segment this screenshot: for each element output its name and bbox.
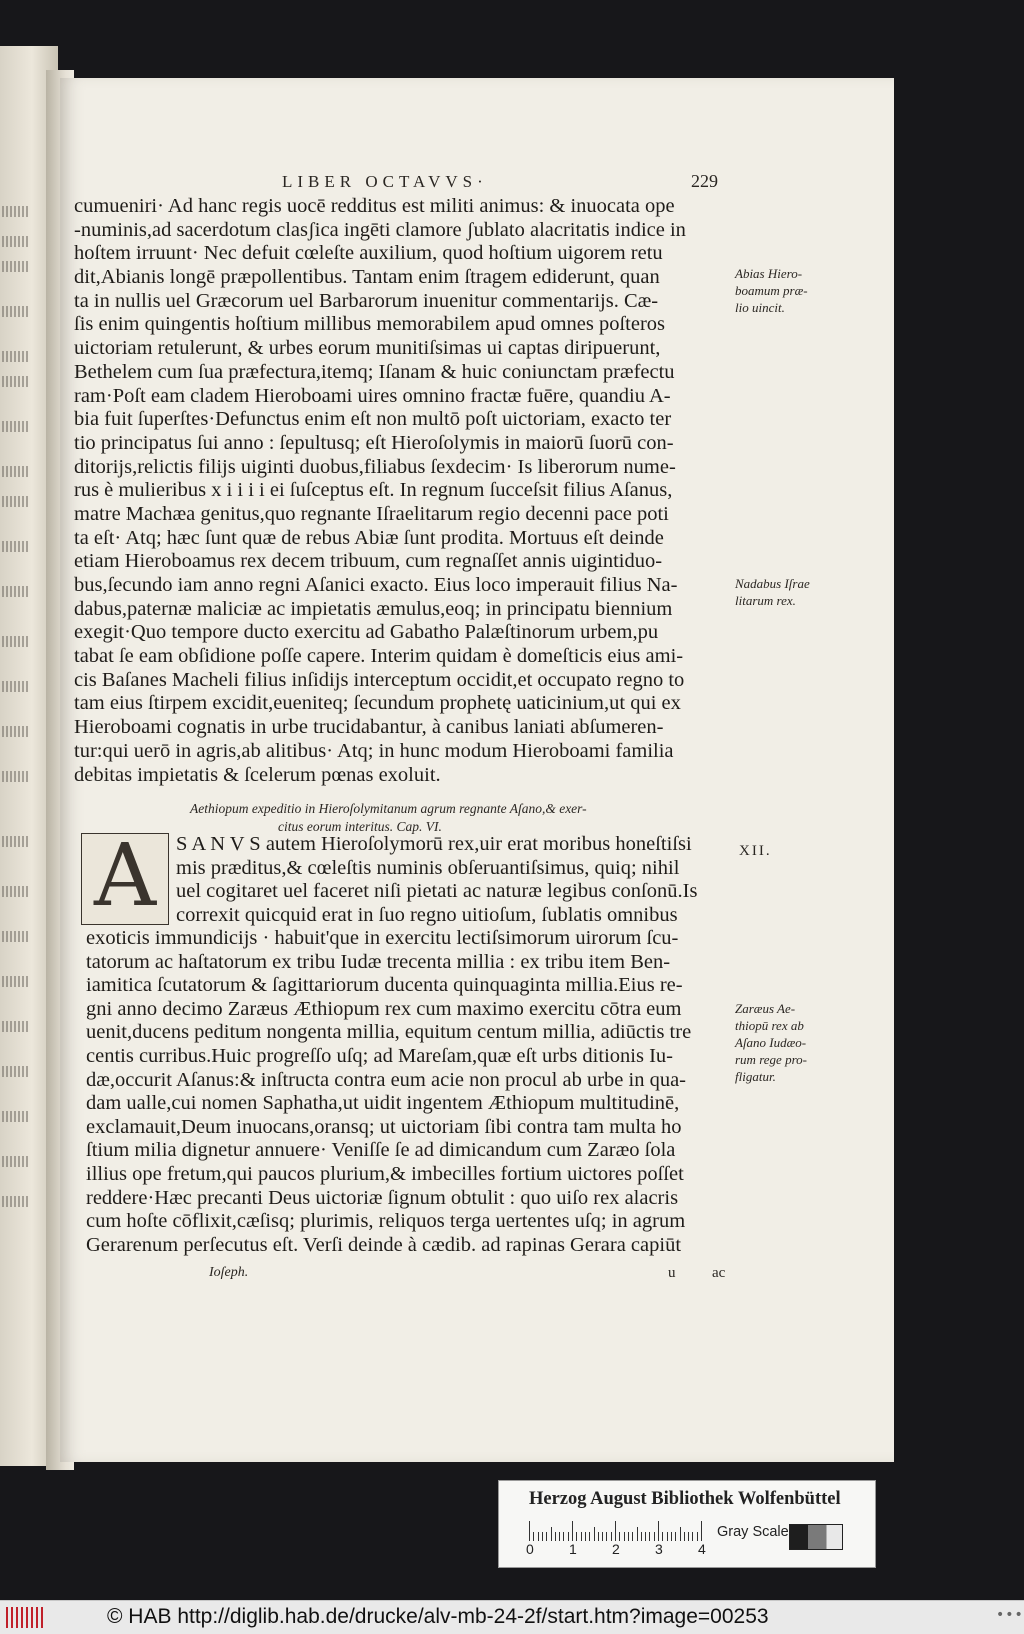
marginal-note-zaraeus [735,1000,835,1085]
text-line: tio principatus ſui anno : ſepultusq; eſt Hieroſolymis in maiorū ſuorū con- [74,431,674,454]
marginal-line: Aſano Iudæo- [735,1035,807,1050]
ruler-tick [602,1532,603,1541]
ruler-tick [559,1532,560,1541]
ruler-tick [585,1532,586,1541]
ruler-tick [645,1532,646,1541]
ruler-tick [615,1521,616,1541]
more-icon[interactable]: ••• [996,1607,1024,1623]
ruler-tick [658,1521,659,1541]
text-line: iamitica ſcutatorum & ſagittariorum ducenta quinquaginta millia.Eius re- [86,974,683,997]
marginal-note-nadabus [735,575,835,609]
ruler-tick [684,1532,685,1541]
ruler-tick [624,1532,625,1541]
ruler-tick [611,1532,612,1541]
gray-scale-swatch [789,1524,843,1550]
scale-number: 4 [698,1541,706,1557]
text-line: correxit quicquid erat in ſuo regno uitioſum, ſublatis omnibus [176,903,678,926]
ruler-tick [598,1532,599,1541]
text-line: reddere·Hæc precanti Deus uictoriæ ſignum obtulit : quo uiſo rex alacris [86,1186,679,1209]
text-line: ſis enim quingentis hoſtium millibus memorabilem apud omnes poſteros [74,313,666,336]
ruler-tick [568,1532,569,1541]
ruler-tick [563,1532,564,1541]
text-line: uenit,ducens peditum nongenta millia, equitum centum millia, adiūctis tre [86,1021,692,1044]
ruler-tick [546,1532,547,1541]
text-line: bus,ſecundo iam anno regni Aſanici exacto. Eius loco imperauit filius Na- [74,574,678,596]
text-line: centis curribus.Huic progreſſo uſq; ad Mareſam,quæ eſt urbs ditionis Iu- [86,1044,673,1067]
text-line: dit,Abianis longē præpollentibus. Tantam enim ſtragem ediderunt, quan [74,266,660,289]
running-head: LIBER OCTAVVS· [282,172,488,191]
ruler-tick [675,1532,676,1541]
ruler-tick [637,1527,638,1541]
ruler-tick [649,1532,650,1541]
text-line: ta in nullis uel Græcorum uel Barbarorum inuenitur commentarijs. Cæ- [74,289,659,312]
ruler-tick [555,1532,556,1541]
ruler-tick [641,1532,642,1541]
text-line: etiam Hieroboamus rex decem tribuum, cum regnaſſet annis uigintiduo- [74,550,663,573]
text-line: ditorijs,relictis filijs uiginti duobus,filiabus ſexdecim· Is liberorum nume- [74,455,676,478]
library-label [498,1480,876,1568]
decorated-initial [81,826,169,926]
ruler-tick [701,1521,702,1541]
text-line: ram·Poſt eam cladem Hieroboami uires omnino fractæ fuēre, quandiu A- [74,384,671,407]
text-line: Bethelem cum ſua præfectura,itemq; Iſanam & huic coniunctam præfectu [74,360,675,383]
text-line: tur:qui uerō in agris,ab alitibus· Atq; in hunc modum Hieroboami familia [74,739,674,762]
ruler-tick [576,1532,577,1541]
ruler-tick [671,1532,672,1541]
text-line: dabus,paternæ maliciæ ac impietatis æmulus,eoq; in principatu biennium [74,597,673,620]
text-line: exoticis immundicijs · habuit'que in exercitu lectiſsimorum uirorum ſcu- [86,927,679,949]
text-line: tabat ſe eam obſidione poſſe capere. Interim quidam è domeſticis eius ami- [74,645,684,668]
ruler-tick [581,1532,582,1541]
text-line: exegit·Quo tempore ducto exercitu ad Gabatho Palæſtinorum urbem,pu [74,621,659,644]
ruler-tick [538,1532,539,1541]
text-line: ta eſt· Atq; hæc ſunt quæ de rebus Abiæ ſunt prodita. Mortuus eſt deinde [74,526,664,549]
scale-number: 3 [655,1541,663,1557]
text-line: dæ,occurit Aſanus:& inſtructa contra eum acie non procul ab urbe in qua- [86,1068,687,1091]
ruler-tick [589,1532,590,1541]
ruler-tick [594,1527,595,1541]
marginal-line: Nadabus Iſrae [735,576,810,591]
initial-letter: A [93,826,157,926]
ruler-tick [606,1532,607,1541]
ruler-tick [662,1532,663,1541]
marginal-line: lio uincit. [735,300,785,315]
marginal-line: rum rege pro- [735,1052,807,1067]
ruler-tick [572,1521,573,1541]
marginal-line: Zaræus Ae- [735,1001,796,1016]
ruler-tick [542,1532,543,1541]
chapter-number: XII. [739,843,772,859]
signature-mark: u [668,1265,676,1281]
text-line: cum hoſte cōflixit,cæſisq; plurimis, reliquos terga uertentes uſq; in agrum [86,1210,686,1233]
chapter-heading-2: citus eorum interitus. Cap. VI. [278,819,442,834]
gray-scale-label: Gray Scale [717,1524,789,1540]
ruler-tick [697,1532,698,1541]
scale-number: 0 [526,1541,534,1557]
ruler-tick [632,1532,633,1541]
ruler-tick [688,1532,689,1541]
copyright-url[interactable]: © HAB http://diglib.hab.de/drucke/alv-mb-24-2f/start.htm?image=00253 [107,1605,769,1628]
text-line: tatorum ac haſtatorum ex tribu Iudæ trecenta millia : ex tribu item Ben- [86,950,671,973]
text-line: cis Baſanes Macheli filius inſidijs interceptum occidit,et occupato regno to [74,668,685,691]
catchword-left: Ioſeph. [209,1265,249,1280]
library-name: Herzog August Bibliothek Wolfenbüttel [529,1489,841,1509]
text-line: S A N V S autem Hieroſolymorū rex,uir erat moribus honeſtiſsi [176,833,692,855]
ruler-tick [551,1527,552,1541]
marginal-note-abias [735,265,835,316]
text-line: ſtium milia dignetur annuere· Veniſſe ſe ad dimicandum cum Zaræo ſola [86,1139,676,1162]
status-bar [0,1600,1024,1634]
catchword-right: ac [712,1265,726,1281]
ruler-tick [680,1527,681,1541]
marginal-line: Abias Hiero- [735,266,803,281]
text-line: matre Machæa genitus,quo regnante Iſraelitarum regio decenni pace poti [74,502,669,525]
text-line: gni anno decimo Zaræus Æthiopum rex cum maximo exercitu cōtra eum [86,997,682,1020]
ruler-tick [654,1532,655,1541]
ruler-tick [628,1532,629,1541]
marginal-line: fligatur. [735,1069,776,1084]
text-line: rus è mulieribus x i i i i ei ſuſceptus eſt. In regnum ſucceſsit filius Aſanus, [74,479,673,502]
text-line: -numinis,ad sacerdotum clasʃica ingēti clamore ʃublato alacritatis indice in [74,218,686,241]
ruler-tick [533,1532,534,1541]
text-line: Gerarenum perſecutus eſt. Verſi deinde à cædib. ad rapinas Gerara capiūt [86,1233,682,1256]
text-line: dam ualle,cui nomen Saphatha,ut uidit ingentem Æthiopum multitudinē, [86,1092,680,1115]
scale-number: 1 [569,1541,577,1557]
scale-number: 2 [612,1541,620,1557]
ruler-tick [529,1521,530,1541]
text-line: debitas impietatis & ſcelerum pœnas exoluit. [74,763,441,786]
chapter-heading: Aethiopum expeditio in Hieroſolymitanum agrum regnante Aſano,& exer- [190,801,587,816]
ruler-scale [529,1519,701,1541]
text-line: tam eius ſtirpem excidit,eueniteq; ſecundum prophetę uaticinium,ut qui ex [74,692,681,715]
marginal-line: thiopū rex ab [735,1018,804,1033]
text-line: illius ope fretum,qui paucos plurium,& imbecilles fortium uictores poſſet [86,1162,684,1185]
page-number: 229 [691,171,718,191]
text-line: bia fuit ſuperſtes·Defunctus enim eſt non multō poſt uictoriam, exacto ter [74,408,672,431]
text-line: uictoriam retulerunt, & urbes eorum munitiſsimas ui captas diripuerunt, [74,337,661,360]
marginal-line: boamum præ- [735,283,808,298]
text-line: exclamauit,Deum inuocans,oransq; ut uictoriam ſibi contra tam multa ho [86,1115,682,1138]
text-line: hoſtem irruunt· Nec defuit cœleſte auxilium, quod hoſtium uigorem retu [74,242,663,265]
text-line: mis præditus,& cœleſtis numinis obſeruantiſsimus, quiq; nihil [176,856,680,879]
marginal-line: litarum rex. [735,593,796,608]
ruler-tick [619,1532,620,1541]
hab-logo-icon [6,1607,46,1628]
text-line: Hieroboami cognatis in urbe trucidabantur, à canibus laniati abſumeren- [74,716,664,739]
body-text-part1 [74,195,734,787]
ruler-tick [667,1532,668,1541]
text-line: cumueniri· Ad hanc regis uocē redditus est militi animus: & inuocata ope [74,195,675,217]
body-text-part3 [86,927,736,1257]
ruler-tick [692,1532,693,1541]
body-text-part2 [176,833,736,927]
text-line: uel cogitaret uel faceret niſi pietati ac naturæ legibus conſonū.Is [176,880,698,903]
